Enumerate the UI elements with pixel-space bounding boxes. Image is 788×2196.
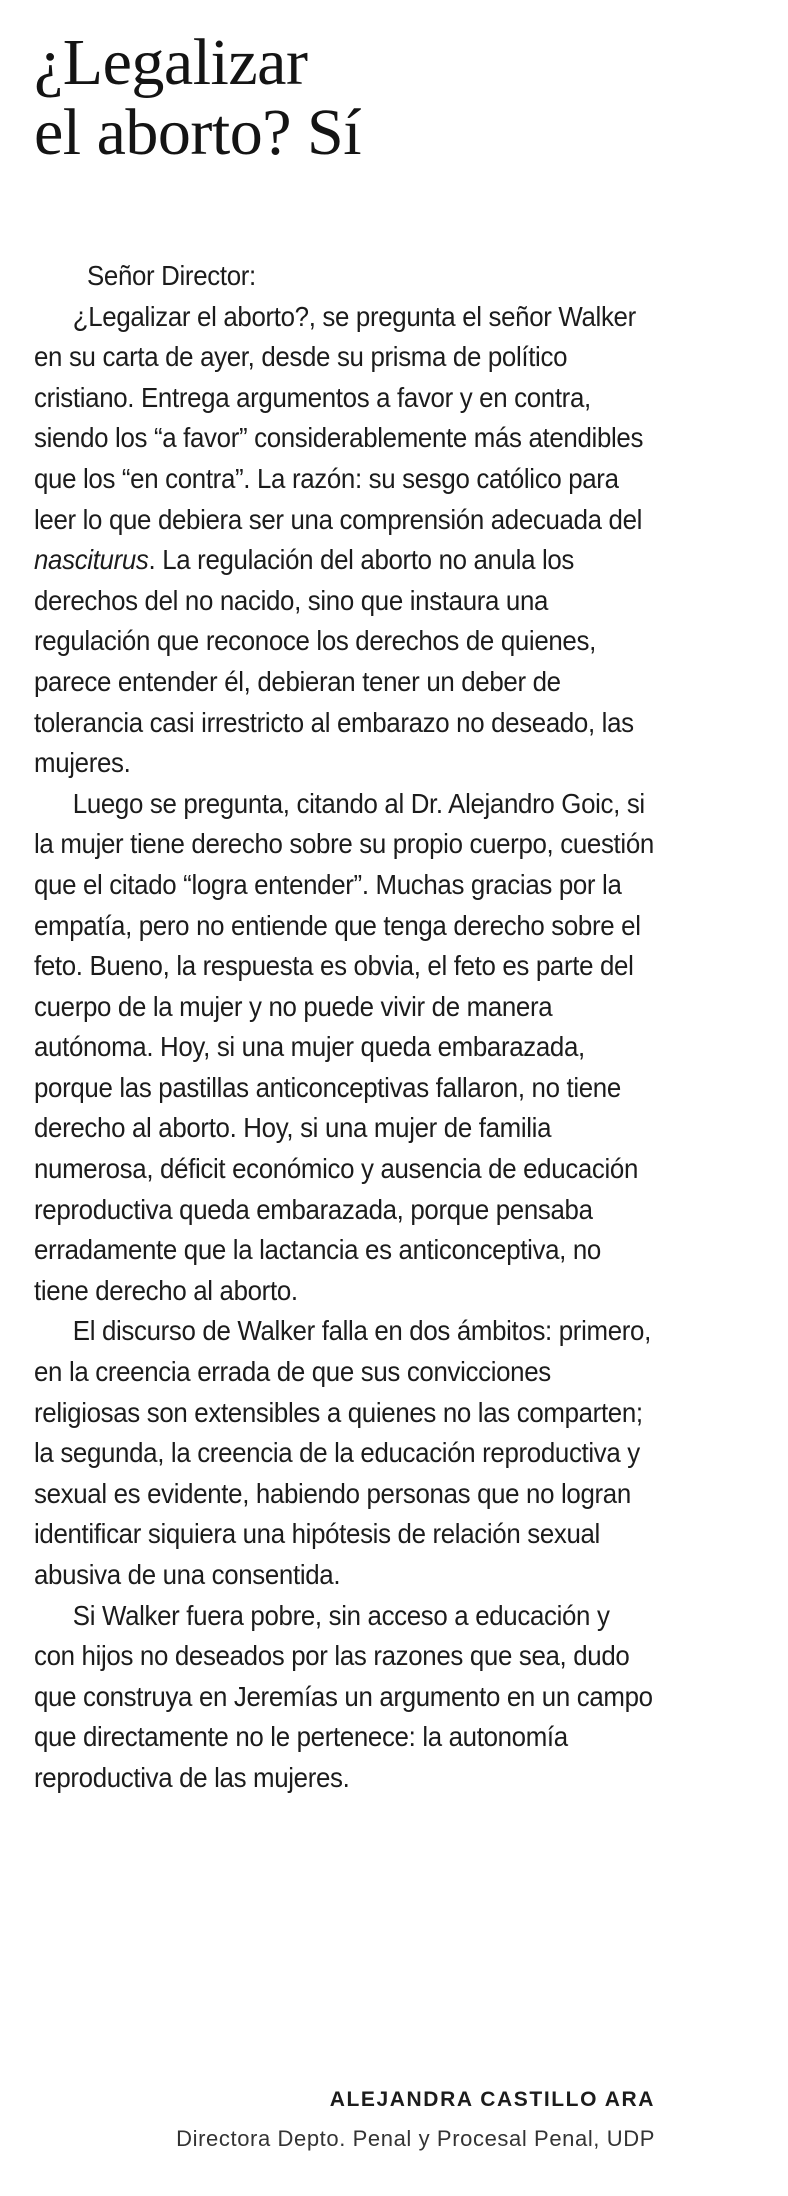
- salutation: Señor Director:: [86, 260, 256, 291]
- headline-line-1: ¿Legalizar: [34, 26, 308, 99]
- headline: [34, 28, 648, 168]
- letter-paragraph-1: ¿Legalizar el aborto?, se pregunta el señor Walker en su carta de ayer, desde su prisma de político cristiano. Entrega argumentos a favor y en contra, siendo los “a favor” considerablemente más atendibles que los “en contra”. La razón: su sesgo católico para leer lo que debiera ser una comprensión adecuada del nasciturus. La regulación del aborto no anula los derechos del no nacido, sino que instaura una regulación que reconoce los derechos de quienes, parece entender él, debieran tener un deber de tolerancia casi irrestricto al embarazo no deseado, las mujeres.: [34, 300, 644, 779]
- letter-body: [34, 256, 654, 1799]
- letter-paragraph-4: Si Walker fuera pobre, sin acceso a educación y con hijos no deseados por las razones que sea, dudo que construya en Jeremías un argumento en un campo que directamente no le pertenece: la autonomía reproductiva de las mujeres.: [34, 1599, 653, 1793]
- signature-name: ALEJANDRA CASTILLO ARA: [329, 2088, 655, 2111]
- letter-paragraph-3: El discurso de Walker falla en dos ámbitos: primero, en la creencia errada de que sus convicciones religiosas son extensibles a quienes no las comparten; la segunda, la creencia de la educación reproductiva y sexual es evidente, habiendo personas que no logran identificar siquiera una hipótesis de relación sexual abusiva de una consentida.: [34, 1315, 651, 1590]
- headline-line-2: el aborto? Sí: [34, 96, 362, 169]
- signature-title: Directora Depto. Penal y Procesal Penal, UDP: [176, 2126, 655, 2151]
- letter-paragraph-2: Luego se pregunta, citando al Dr. Alejandro Goic, si la mujer tiene derecho sobre su propio cuerpo, cuestión que el citado “logra entender”. Muchas gracias por la empatía, pero no entiende que tenga derecho sobre el feto. Bueno, la respuesta es obvia, el feto es parte del cuerpo de la mujer y no puede vivir de manera autónoma. Hoy, si una mujer queda embarazada, porque las pastillas anticonceptivas fallaron, no tiene derecho al aborto. Hoy, si una mujer de familia numerosa, déficit económico y ausencia de educación reproductiva queda embarazada, porque pensaba erradamente que la lactancia es anticonceptiva, no tiene derecho al aborto.: [34, 787, 654, 1306]
